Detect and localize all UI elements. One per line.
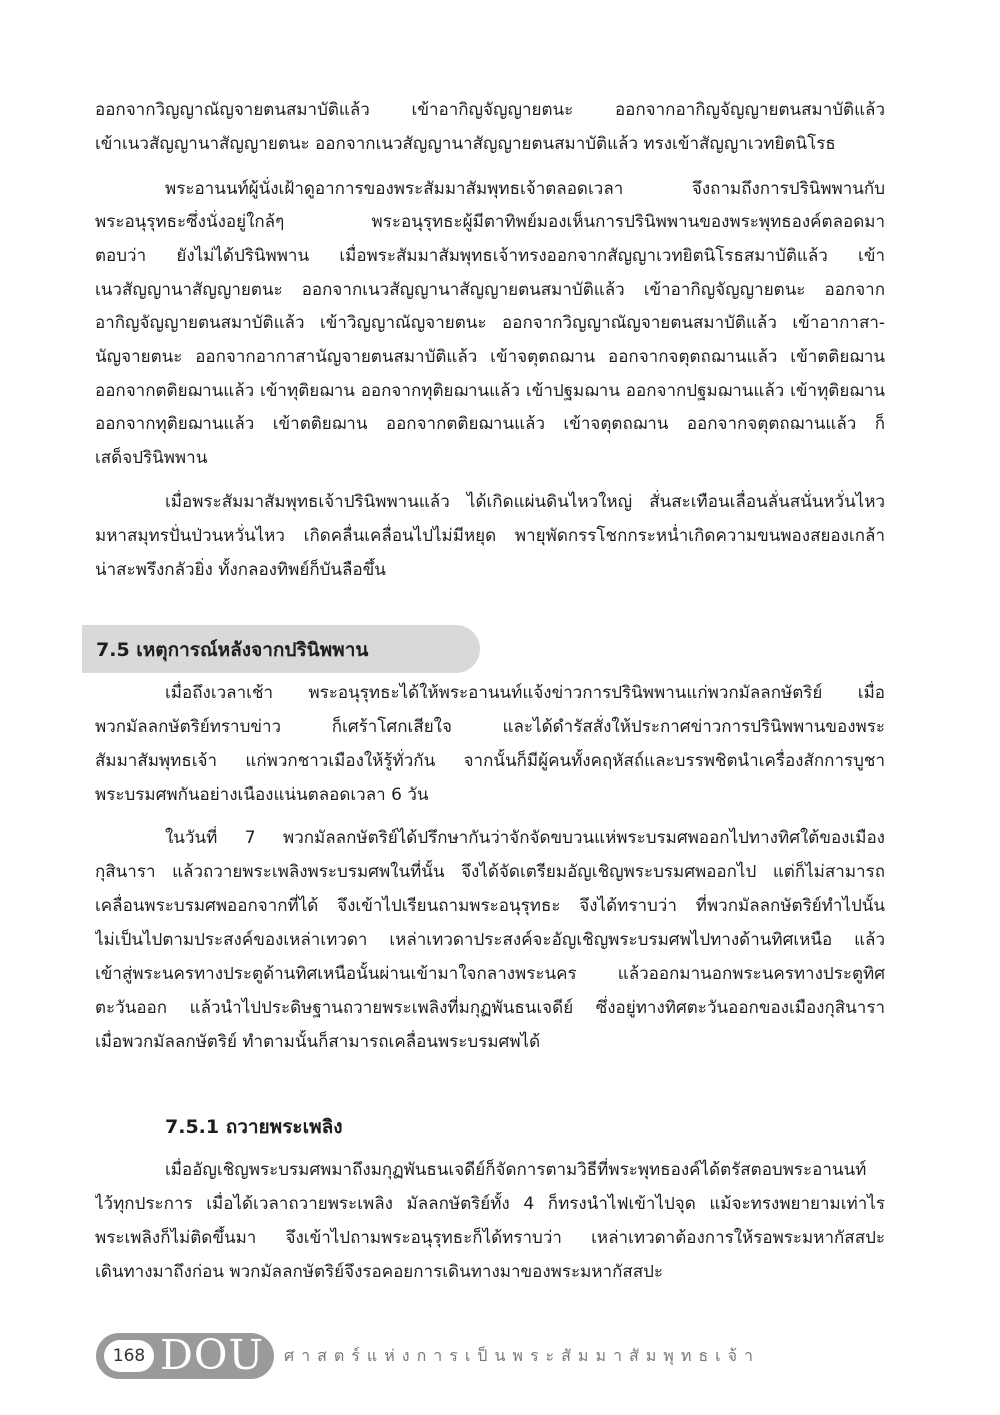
- paragraph-line: เมื่อถึงเวลาเช้า พระอนุรุทธะได้ให้พระอานนท์แจ้งข่าวการปรินิพพานแก่พวกมัลลกษัตริย์ เมื่อ: [165, 683, 885, 703]
- course-title: ศาสตร์แห่งการเป็นพระสัมมาสัมพุทธเจ้า: [284, 1346, 760, 1365]
- paragraph-line: พระอานนท์ผู้นั่งเฝ้าดูอาการของพระสัมมาสัมพุทธเจ้าตลอดเวลา จึงถามถึงการปรินิพพานกับ: [165, 179, 885, 199]
- paragraph-line: ออกจากวิญญาณัญจายตนสมาบัติแล้ว เข้าอากิญจัญญายตนะ ออกจากอากิญจัญญายตนสมาบัติแล้ว: [95, 100, 885, 120]
- paragraph-line: เมื่อพวกมัลลกษัตริย์ ทำตามนั้นก็สามารถเคลื่อนพระบรมศพได้: [95, 1032, 541, 1052]
- paragraph-line: เข้าเนวสัญญานาสัญญายตนะ ออกจากเนวสัญญานาสัญญายตนสมาบัติแล้ว ทรงเข้าสัญญาเวทยิตนิโรธ: [95, 134, 836, 154]
- paragraph-line: มหาสมุทรปั่นป่วนหวั่นไหว เกิดคลื่นเคลื่อนไปไม่มีหยุด พายุพัดกรรโชกกระหน่ำเกิดความขนพองสยองเกล้า: [95, 526, 885, 546]
- dou-logo: DOU: [160, 1331, 265, 1379]
- paragraph-line: กุสินารา แล้วถวายพระเพลิงพระบรมศพในที่นั้น จึงได้จัดเตรียมอัญเชิญพระบรมศพออกไป แต่ก็ไม่สามารถ: [95, 862, 885, 882]
- paragraph-line: เข้าสู่พระนครทางประตูด้านทิศเหนือนั้นผ่านเข้ามาใจกลางพระนคร แล้วออกมานอกพระนครทางประตูทิศ: [95, 964, 885, 984]
- paragraph-line: สัมมาสัมพุทธเจ้า แก่พวกชาวเมืองให้รู้ทั่วกัน จากนั้นก็มีผู้คนทั้งคฤหัสถ์และบรรพชิตนำเครื่องสักการบูชา: [95, 751, 885, 771]
- paragraph-line: ไม่เป็นไปตามประสงค์ของเหล่าเทวดา เหล่าเทวดาประสงค์จะอัญเชิญพระบรมศพไปทางด้านทิศเหนือ แล้ว: [95, 930, 885, 950]
- paragraph-line: ไว้ทุกประการ เมื่อได้เวลาถวายพระเพลิง มัลลกษัตริย์ทั้ง 4 ก็ทรงนำไฟเข้าไปจุด แม้จะทรงพยายามเท่าไร: [95, 1194, 885, 1214]
- paragraph-line: เดินทางมาถึงก่อน พวกมัลลกษัตริย์จึงรอคอยการเดินทางมาของพระมหากัสสปะ: [95, 1262, 664, 1282]
- section-heading: 7.5 เหตุการณ์หลังจากปรินิพพาน: [96, 639, 369, 661]
- paragraph-line: ออกจากตติยฌานแล้ว เข้าทุติยฌาน ออกจากทุติยฌานแล้ว เข้าปฐมฌาน ออกจากปฐมฌานแล้ว เข้าทุติยฌาน: [95, 381, 885, 401]
- subsection-heading: 7.5.1 ถวายพระเพลิง: [165, 1116, 343, 1138]
- paragraph-line: นัญจายตนะ ออกจากอากาสานัญจายตนสมาบัติแล้ว เข้าจตุตถฌาน ออกจากจตุตถฌานแล้ว เข้าตติยฌาน: [95, 347, 885, 367]
- paragraph-line: พระอนุรุทธะซึ่งนั่งอยู่ใกล้ๆ พระอนุรุทธะผู้มีตาทิพย์มองเห็นการปรินิพพานของพระพุทธองค์ตลอดมา: [95, 212, 885, 232]
- paragraph-line: เสด็จปรินิพพาน: [95, 448, 208, 468]
- paragraph-line: ในวันที่ 7 พวกมัลลกษัตริย์ได้ปรึกษากันว่าจักจัดขบวนแห่พระบรมศพออกไปทางทิศใต้ของเมือง: [165, 828, 885, 848]
- page-number: 168: [104, 1340, 154, 1372]
- paragraph-line: พวกมัลลกษัตริย์ทราบข่าว ก็เศร้าโศกเสียใจ และได้ดำรัสสั่งให้ประกาศข่าวการปรินิพพานของพระ: [95, 717, 885, 737]
- paragraph-line: เมื่อพระสัมมาสัมพุทธเจ้าปรินิพพานแล้ว ได้เกิดแผ่นดินไหวใหญ่ สั่นสะเทือนเลื่อนลั่นสนั่นหวั่นไหว: [165, 492, 885, 512]
- paragraph-line: น่าสะพรึงกลัวยิ่ง ทั้งกลองทิพย์ก็บันลือขึ้น: [95, 560, 386, 580]
- paragraph-line: พระเพลิงก็ไม่ติดขึ้นมา จึงเข้าไปถามพระอนุรุทธะก็ได้ทราบว่า เหล่าเทวดาต้องการให้รอพระมหากัสสปะ: [95, 1228, 885, 1248]
- paragraph-line: อากิญจัญญายตนสมาบัติแล้ว เข้าวิญญาณัญจายตนะ ออกจากวิญญาณัญจายตนสมาบัติแล้ว เข้าอากาสา-: [95, 313, 885, 333]
- paragraph-line: ตอบว่า ยังไม่ได้ปรินิพพาน เมื่อพระสัมมาสัมพุทธเจ้าทรงออกจากสัญญาเวทยิตนิโรธสมาบัติแล้ว เข้า: [95, 246, 885, 266]
- paragraph-line: เคลื่อนพระบรมศพออกจากที่ได้ จึงเข้าไปเรียนถามพระอนุรุทธะ จึงได้ทราบว่า ที่พวกมัลลกษัตริย์ทำไปนั้น: [95, 896, 885, 916]
- paragraph-line: ตะวันออก แล้วนำไปประดิษฐานถวายพระเพลิงที่มกุฏพันธนเจดีย์ ซึ่งอยู่ทางทิศตะวันออกของเมืองกุสินารา: [95, 998, 885, 1018]
- paragraph-line: เมื่ออัญเชิญพระบรมศพมาถึงมกุฏพันธนเจดีย์ก็จัดการตามวิธีที่พระพุทธองค์ได้ตรัสตอบพระอานนท์: [165, 1160, 867, 1180]
- paragraph-line: เนวสัญญานาสัญญายตนะ ออกจากเนวสัญญานาสัญญายตนสมาบัติแล้ว เข้าอากิญจัญญายตนะ ออกจาก: [95, 280, 885, 300]
- footer-badge: [96, 1333, 274, 1379]
- paragraph-line: ออกจากทุติยฌานแล้ว เข้าตติยฌาน ออกจากตติยฌานแล้ว เข้าจตุตถฌาน ออกจากจตุตถฌานแล้ว ก็: [95, 414, 885, 434]
- page-footer: [96, 1333, 916, 1379]
- paragraph-line: พระบรมศพกันอย่างเนืองแน่นตลอดเวลา 6 วัน: [95, 785, 429, 805]
